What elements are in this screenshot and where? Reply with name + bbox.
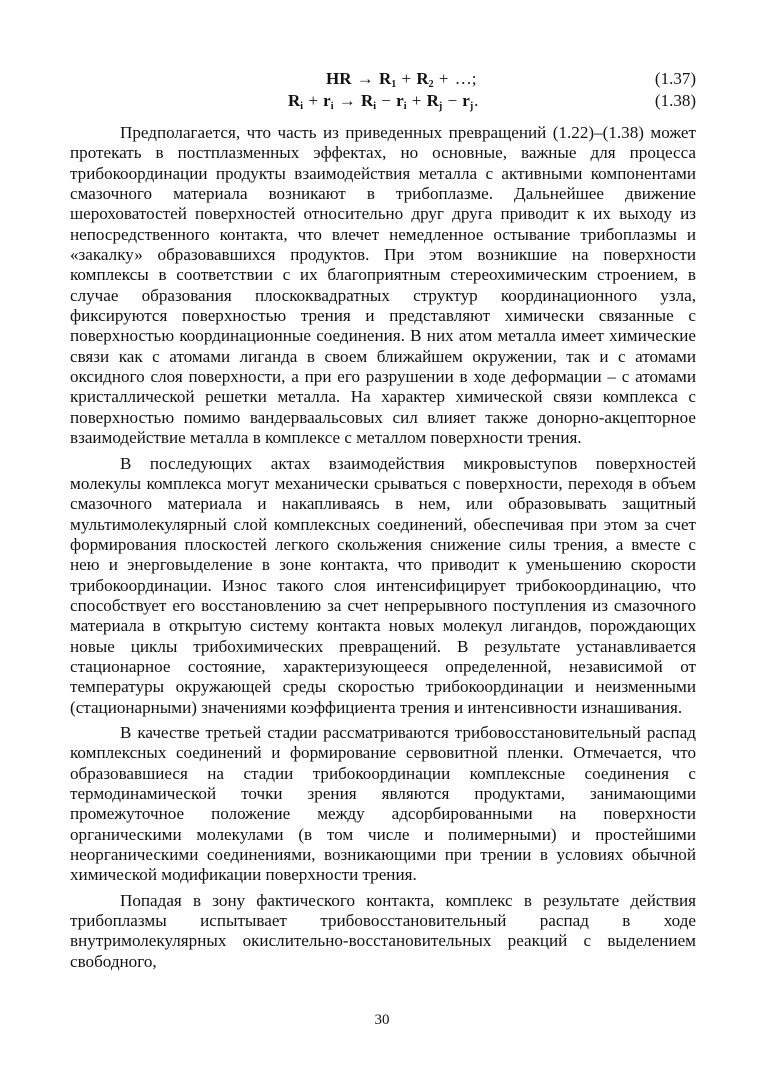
- paragraph-contact-zone: Попадая в зону фактического контакта, комплекс в результате действия трибоплазмы испытывает трибовосстановительный распад в ходе внутримолекулярных окислительно-восстановительных реакций с выделением свободного,: [70, 890, 696, 971]
- paragraph-complex-layer: В последующих актах взаимодействия микровыступов поверхностей молекулы комплекса могут механически срываться с поверхности, переходя в объем смазочного материала и накапливаясь в нем, или образовывать защитный мультимолекулярный слой комплексных соединений, обеспечивая при этом за счет формирования плоскостей легкого скольжения снижение силы трения, а вместе с нею и энерговыделение в зоне контакта, что приводит к уменьшению скорости трибокоординации. Износ такого слоя интенсифицирует трибокоординацию, что способствует его восстановлению за счет непрерывного поступления из смазочного материала в открытую систему контакта новых молекул лигандов, порождающих новые циклы трибохимических превращений. В результате устанавливается стационарное состояние, характеризующееся определенной, независимой от температуры окружающей среды скоростью трибокоординации и неизменными (стационарными) значениями коэффициента трения и интенсивности изнашивания.: [70, 453, 696, 717]
- paragraph-third-stage: В качестве третьей стадии рассматриваются трибовосстановительный распад комплексных соединений и формирование сервовитной пленки. Отмечается, что образовавшиеся на стадии трибокоординации комплексные соединения с термодинамической точки зрения являются продуктами, занимающими промежуточное положение между адсорбированными на поверхности органическими молекулами (в том числе и полимерными) и простейшими неорганическими соединениями, возникающими при трении в условиях обычной химической модификации поверхности трения.: [70, 722, 696, 885]
- equation-number: (1.37): [654, 69, 696, 88]
- equation-number: (1.38): [654, 91, 696, 110]
- body-text: [70, 123, 696, 977]
- equation-formula: HR → $R_1 + R_2$ + …;: [326, 69, 477, 90]
- equations-block: [70, 68, 696, 112]
- paragraph-tribocoordination-products: Предполагается, что часть из приведенных превращений (1.22)–(1.38) может протекать в постплазменных эффектах, но основные, важные для процесса трибокоординации продукты взаимодействия металла с активными компонентами смазочного материала возникают в трибоплазме. Дальнейшее движение шероховатостей поверхностей относительно друг друга приводит к их выходу из непосредственного контакта, что влечет немедленное остывание трибоплазмы и «закалку» образовавшихся продуктов. При этом возникшие на поверхности комплексы в соответствии с их благоприятным стереохимическим строением, в случае образования плоскоквадратных структур координационного узла, фиксируются поверхностью трения и представляют химически связанные с поверхностью координационные соединения. В них атом металла имеет химические связи как с атомами лиганда в своем ближайшем окружении, так и с атомами оксидного слоя поверхности, а при его разрушении в ходе деформации – с атомами кристаллической решетки металла. На характер химической связи комплекса с поверхностью помимо вандерваальсовых сил влияет также донорно-акцепторное взаимодействие металла в комплексе с металлом поверхности трения.: [70, 123, 696, 448]
- page-number: 30: [374, 1012, 390, 1028]
- equation-1-37: [70, 68, 696, 90]
- equation-1-38: [70, 90, 696, 112]
- equation-formula: $R_i + r_i \to R_i - r_i + R_j - r_j$.: [288, 91, 479, 112]
